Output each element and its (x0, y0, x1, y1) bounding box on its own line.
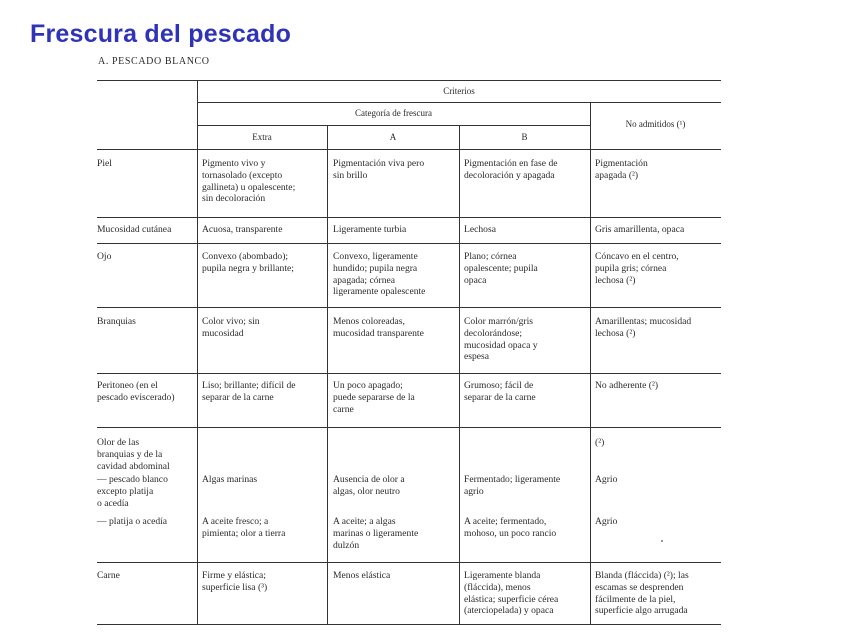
rule-header-bottom (97, 149, 721, 150)
cell-olor-platija-no: Agrio (595, 516, 618, 527)
cell-mucosidad-b: Lechosa (464, 224, 496, 235)
rule-row-3 (97, 307, 721, 308)
row-label-carne: Carne (97, 570, 120, 581)
cell-olor-platija-b: A aceite; fermentado, mohoso, un poco rancio (464, 516, 557, 539)
rule-row-5 (97, 427, 721, 428)
cell-olor-no-note: (²) (595, 437, 605, 448)
cell-carne-no: Blanda (fláccida) (²); las escamas se desprenden fácilmente de la piel, superficie algo arrugada (595, 570, 689, 617)
cell-olor-blanco-a: Ausencia de olor a algas, olor neutro (333, 474, 405, 497)
rule-criterios (197, 102, 721, 103)
cell-olor-blanco-no: Agrio (595, 474, 618, 485)
row-label-mucosidad: Mucosidad cutánea (97, 224, 172, 235)
header-a: A (389, 132, 397, 142)
cell-ojo-extra: Convexo (abombado); pupila negra y brillante; (202, 251, 294, 274)
row-label-olor: Olor de las branquias y de la cavidad abdominal (97, 437, 170, 472)
rule-row-4 (97, 373, 721, 374)
cell-mucosidad-no: Gris amarillenta, opaca (595, 224, 685, 235)
header-criterios: Criterios (443, 86, 475, 96)
scan-speck (661, 540, 663, 542)
cell-piel-extra: Pigmento vivo y tornasolado (excepto gallineta) u opalescente; sin decoloración (202, 158, 296, 205)
section-title: A. PESCADO BLANCO (98, 56, 210, 67)
cell-carne-b: Ligeramente blanda (fláccida), menos elástica; superficie cérea (aterciopelada) y opaca (464, 570, 559, 617)
cell-branquias-b: Color marrón/gris decolorándose; mucosidad opaca y espesa (464, 316, 538, 363)
row-label-olor-pescado-blanco: — pescado blanco excepto platija o acedía (97, 474, 168, 509)
rule-row-1 (97, 217, 721, 218)
header-no-admitidos: No admitidos (¹) (625, 119, 686, 129)
cell-peritoneo-no: No adherente (²) (595, 380, 659, 391)
cell-piel-b: Pigmentación en fase de decoloración y apagada (464, 158, 558, 181)
cell-ojo-b: Plano; córnea opalescente; pupila opaca (464, 251, 538, 286)
row-label-piel: Piel (97, 158, 112, 169)
header-categoria: Categoría de frescura (355, 108, 432, 118)
rule-row-6 (97, 562, 721, 563)
cell-peritoneo-extra: Liso; brillante; difícil de separar de la carne (202, 380, 296, 403)
col-rule-4 (590, 102, 591, 624)
col-rule-3 (459, 125, 460, 624)
row-label-ojo: Ojo (97, 251, 112, 262)
cell-branquias-a: Menos coloreadas, mucosidad transparente (333, 316, 424, 339)
cell-olor-platija-a: A aceite; a algas marinas o ligeramente dulzón (333, 516, 419, 551)
cell-ojo-no: Cóncavo en el centro, pupila gris; córnea lechosa (²) (595, 251, 679, 286)
col-rule-2 (327, 125, 328, 624)
cell-olor-blanco-extra: Algas marinas (202, 474, 258, 485)
cell-mucosidad-extra: Acuosa, transparente (202, 224, 283, 235)
header-extra: Extra (252, 132, 272, 142)
rule-categoria (197, 125, 590, 126)
header-b: B (521, 132, 528, 142)
cell-peritoneo-a: Un poco apagado; puede separarse de la carne (333, 380, 415, 415)
row-label-olor-platija: — platija o acedía (97, 516, 168, 527)
slide-title: Frescura del pescado (30, 20, 292, 48)
cell-carne-a: Menos elástica (333, 570, 391, 581)
rule-top (97, 80, 721, 81)
col-rule-1 (197, 80, 198, 624)
cell-branquias-no: Amarillentas; mucosidad lechosa (²) (595, 316, 692, 339)
cell-piel-no: Pigmentación apagada (²) (595, 158, 648, 181)
row-label-peritoneo: Peritoneo (en el pescado eviscerado) (97, 380, 175, 403)
cell-peritoneo-b: Grumoso; fácil de separar de la carne (464, 380, 536, 403)
row-label-branquias: Branquias (97, 316, 136, 327)
rule-row-2 (97, 243, 721, 244)
cell-piel-a: Pigmentación viva pero sin brillo (333, 158, 425, 181)
cell-mucosidad-a: Ligeramente turbia (333, 224, 407, 235)
cell-ojo-a: Convexo, ligeramente hundido; pupila negra apagada; córnea ligeramente opalescente (333, 251, 426, 298)
cell-olor-blanco-b: Fermentado; ligeramente agrio (464, 474, 561, 497)
cell-carne-extra: Firme y elástica; superficie lisa (³) (202, 570, 268, 593)
cell-olor-platija-extra: A aceite fresco; a pimienta; olor a tierra (202, 516, 286, 539)
cell-branquias-extra: Color vivo; sin mucosidad (202, 316, 260, 339)
rule-bottom (97, 624, 721, 625)
